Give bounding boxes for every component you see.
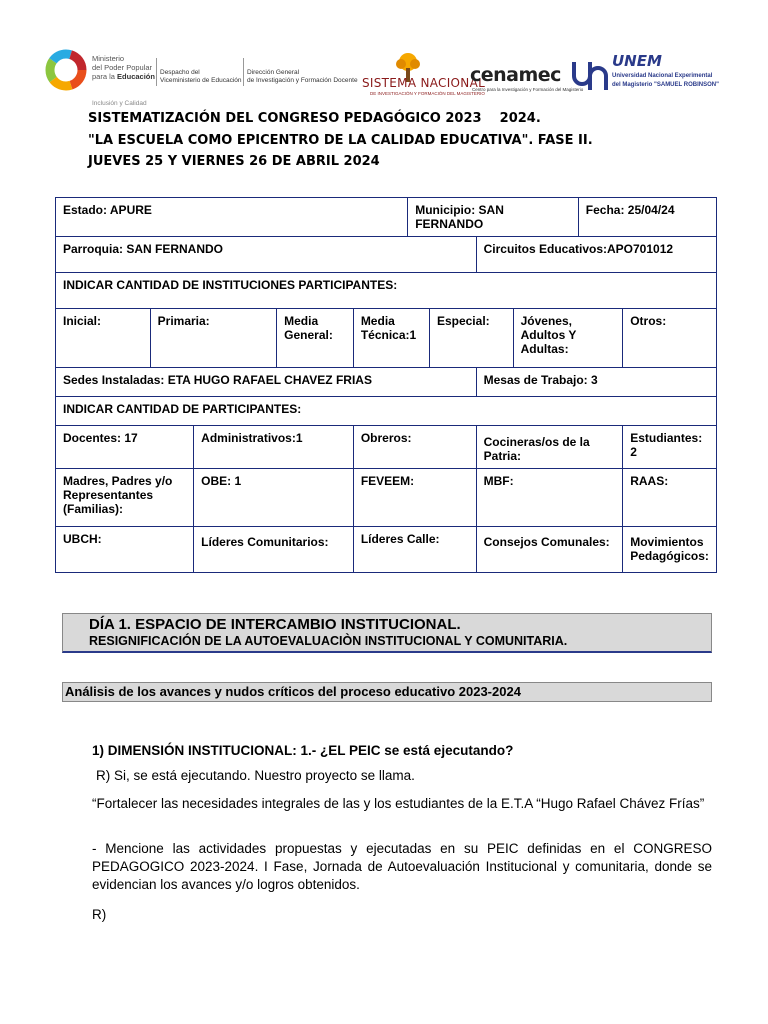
ministry-ring-icon	[44, 48, 88, 92]
document-titles	[88, 108, 593, 173]
municipio-cell: Municipio: SAN FERNANDO	[408, 198, 579, 237]
project-name: “Fortalecer las necesidades integrales de las y los estudiantes de la E.T.A “Hugo Rafael Chávez Frías”	[92, 796, 705, 811]
answer-2: R)	[92, 907, 107, 922]
especial-cell: Especial:	[429, 309, 513, 368]
obreros-cell: Obreros:	[353, 426, 476, 469]
cenamec-subtitle: Centro para la Investigación y Formación del Magisterio	[472, 87, 584, 92]
title-line1: SISTEMATIZACIÓN DEL CONGRESO PEDAGÓGICO 2023 2024.	[88, 111, 541, 126]
answer-1: R) Si, se está ejecutando. Nuestro proyecto se llama.	[96, 768, 415, 783]
circuitos-cell: Circuitos Educativos:APO701012	[476, 237, 716, 273]
divider	[156, 58, 157, 86]
participantes-header: INDICAR CANTIDAD DE PARTICIPANTES:	[56, 397, 717, 426]
lideres-comunitarios-cell: Líderes Comunitarios:	[194, 527, 354, 573]
madres-cell: Madres, Padres y/o Representantes (Familias):	[56, 469, 194, 527]
title-line3: JUEVES 25 Y VIERNES 26 DE ABRIL 2024	[88, 154, 380, 169]
day-title: DÍA 1. ESPACIO DE INTERCAMBIO INSTITUCIONAL.	[89, 616, 461, 633]
despacho-line2: Viceministerio de Educación	[160, 77, 242, 84]
ministry-line3b: Educación	[117, 72, 155, 81]
ministry-logo	[44, 48, 88, 97]
primaria-cell: Primaria:	[150, 309, 276, 368]
docentes-cell: Docentes: 17	[56, 426, 194, 469]
participation-form-table	[55, 197, 717, 573]
media-tecnica-cell: Media Técnica:1	[353, 309, 429, 368]
despacho-text	[160, 69, 242, 85]
instituciones-header: INDICAR CANTIDAD DE INSTITUCIONES PARTICIPANTES:	[56, 273, 717, 309]
title-line2: "LA ESCUELA COMO EPICENTRO DE LA CALIDAD EDUCATIVA". FASE II.	[88, 132, 593, 148]
administrativos-cell: Administrativos:1	[194, 426, 354, 469]
cocineras-cell: Cocineras/os de la Patria:	[476, 426, 623, 469]
question-1: 1) DIMENSIÓN INSTITUCIONAL: 1.- ¿EL PEIC se está ejecutando?	[92, 743, 514, 758]
unem-subtitle	[612, 72, 719, 90]
raas-cell: RAAS:	[623, 469, 717, 527]
mesas-cell: Mesas de Trabajo: 3	[476, 368, 716, 397]
despacho-line1: Despacho del	[160, 69, 200, 76]
analysis-title: Análisis de los avances y nudos críticos del proceso educativo 2023-2024	[62, 682, 712, 702]
inicial-cell: Inicial:	[56, 309, 151, 368]
fecha-cell: Fecha: 25/04/24	[578, 198, 716, 237]
ministry-line2: del Poder Popular	[92, 63, 153, 72]
mbf-cell: MBF:	[476, 469, 623, 527]
estado-cell: Estado: APURE	[56, 198, 408, 237]
unem-line2: del Magisterio "SAMUEL ROBINSON"	[612, 82, 719, 88]
direccion-text	[247, 69, 358, 85]
unem-title: UNEM	[612, 52, 662, 70]
unem-line1: Universidad Nacional Experimental	[612, 73, 713, 79]
day-header-box	[62, 613, 712, 653]
otros-cell: Otros:	[623, 309, 717, 368]
estudiantes-cell: Estudiantes: 2	[623, 426, 717, 469]
sedes-cell: Sedes Instaladas: ETA HUGO RAFAEL CHAVEZ FRIAS	[56, 368, 477, 397]
ministry-line3a: para la	[92, 72, 118, 81]
ubch-cell: UBCH:	[56, 527, 194, 573]
question-2: - Mencione las actividades propuestas y ejecutadas en su PEIC definidas en el CONGRESO PEDAGOGICO 2023-2024. I Fase, Jornada de Autoevaluación Institucional y comunitaria, donde se evidencian los avances y/o logros obtenidos.	[92, 841, 712, 892]
media-general-cell: Media General:	[277, 309, 354, 368]
day-subtitle: RESIGNIFICACIÓN DE LA AUTOEVALUACIÒN INSTITUCIONAL Y COMUNITARIA.	[89, 634, 568, 648]
header-logos	[40, 44, 740, 108]
consejos-cell: Consejos Comunales:	[476, 527, 623, 573]
sistema-title: SISTEMA NACIONAL	[362, 76, 486, 90]
lideres-calle-cell: Líderes Calle:	[353, 527, 476, 573]
cenamec-title: cenamec	[470, 64, 561, 86]
feveem-cell: FEVEEM:	[353, 469, 476, 527]
unem-logo	[570, 56, 610, 101]
jovenes-cell: Jóvenes, Adultos Y Adultas:	[513, 309, 623, 368]
ministry-name	[92, 54, 155, 81]
divider	[243, 58, 244, 86]
movimientos-cell: Movimientos Pedagógicos:	[623, 527, 717, 573]
unem-emblem-icon	[570, 56, 610, 96]
ministry-tagline: Inclusión y Calidad	[92, 100, 147, 107]
direccion-line2: de Investigación y Formación Docente	[247, 77, 358, 84]
sistema-subtitle: DE INVESTIGACIÓN Y FORMACIÓN DEL MAGISTERIO	[370, 91, 485, 96]
ministry-line1: Ministerio	[92, 54, 125, 63]
direccion-line1: Dirección General	[247, 69, 300, 76]
parroquia-cell: Parroquia: SAN FERNANDO	[56, 237, 477, 273]
obe-cell: OBE: 1	[194, 469, 354, 527]
